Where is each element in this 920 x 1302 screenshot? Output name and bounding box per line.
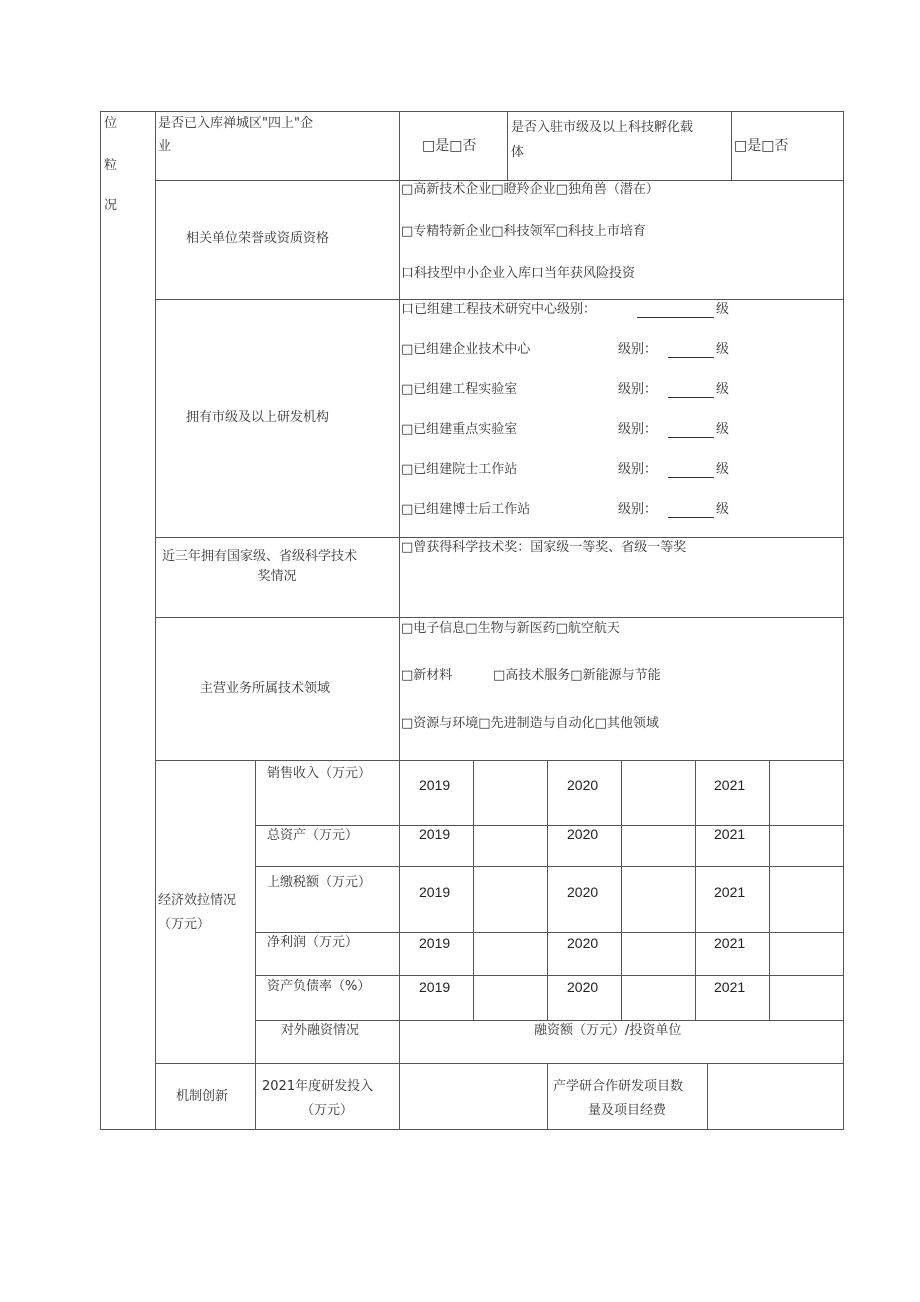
economic-row-label: 资产负债率（%）: [267, 979, 371, 994]
level-suffix: 级: [716, 502, 730, 517]
field-line-3[interactable]: □资源与环境□先进制造与自动化□其他领域: [401, 716, 659, 731]
vline: [100, 111, 101, 1130]
level-blank[interactable]: [668, 437, 714, 438]
hline: [100, 1129, 844, 1130]
year-label: 2021: [714, 826, 746, 842]
vline: [731, 111, 732, 181]
economic-row-label: 净利润（万元）: [267, 935, 359, 950]
level-blank[interactable]: [668, 357, 714, 358]
year-label: 2020: [567, 777, 599, 793]
vline: [695, 760, 696, 1021]
sishang-options[interactable]: □是□否: [422, 138, 477, 154]
year-label: 2019: [419, 884, 451, 900]
honors-line-2[interactable]: □专精特新企业□科技领军□科技上市培育: [401, 224, 646, 239]
year-label: 2019: [419, 979, 451, 995]
hline: [255, 1020, 844, 1021]
awards-label-2: 奖情况: [257, 569, 297, 584]
level-blank[interactable]: [637, 317, 714, 318]
awards-label: 近三年拥有国家级、省级科学技术: [162, 549, 358, 564]
financing-header: 融资额（万元）/投资单位: [534, 1023, 682, 1038]
incubator-options[interactable]: □是□否: [734, 138, 789, 154]
vline: [255, 760, 256, 1130]
rd-item[interactable]: □已组建博士后工作站: [401, 502, 531, 517]
rd-investment-label: 2021年度研发投入: [262, 1079, 374, 1094]
hline: [255, 866, 844, 867]
level-suffix: 级: [716, 382, 730, 397]
left-label-char: 位: [104, 116, 118, 131]
vline: [769, 760, 770, 1021]
vline: [399, 111, 400, 1130]
awards-text[interactable]: □曾获得科学技术奖：国家级一等奖、省级一等奖: [401, 540, 687, 555]
year-label: 2019: [419, 826, 451, 842]
mechanism-label: 机制创新: [176, 1089, 229, 1104]
sishang-label-2: 业: [158, 139, 172, 154]
left-label-char: 况: [104, 198, 118, 213]
year-label: 2021: [714, 777, 746, 793]
cooperation-label-2: 量及项目经费: [587, 1103, 666, 1118]
year-label: 2020: [567, 826, 599, 842]
economic-label-2: （万元）: [158, 917, 211, 932]
year-label: 2020: [567, 935, 599, 951]
level-suffix: 级: [716, 462, 730, 477]
hline: [155, 617, 844, 618]
level-suffix: 级: [716, 422, 730, 437]
economic-label: 经济效拉情况: [158, 893, 237, 908]
vline: [843, 111, 844, 1130]
rd-investment-label-2: （万元）: [300, 1103, 353, 1118]
hline: [155, 1063, 844, 1064]
field-line-1[interactable]: □电子信息□生物与新医药□航空航天: [401, 621, 620, 636]
year-label: 2019: [419, 777, 451, 793]
level-blank[interactable]: [668, 477, 714, 478]
rd-item-level: 级别：: [618, 502, 658, 517]
honors-line-1[interactable]: □高新技术企业□瞪羚企业□独角兽（潜在）: [401, 182, 659, 197]
economic-row-label: 总资产（万元）: [267, 828, 359, 843]
hline: [155, 180, 844, 181]
vline: [547, 760, 548, 1021]
rd-item[interactable]: □已组建企业技术中心: [401, 342, 531, 357]
economic-row-label: 上缴税额（万元）: [267, 875, 372, 890]
year-label: 2019: [419, 935, 451, 951]
financing-label: 对外融资情况: [281, 1023, 360, 1038]
field-line-2b[interactable]: □高技术服务□新能源与节能: [493, 668, 661, 683]
field-line-2a[interactable]: □新材料: [401, 668, 453, 683]
level-suffix: 级: [716, 342, 730, 357]
left-label-char: 粒: [104, 158, 118, 173]
vline: [155, 111, 156, 1130]
rd-item-level: 级别：: [618, 342, 658, 357]
hline: [100, 111, 844, 112]
honors-line-3[interactable]: 口科技型中小企业入库口当年获风险投资: [401, 266, 636, 281]
honors-label: 相关单位荣誉或资质资格: [186, 231, 330, 246]
year-label: 2020: [567, 884, 599, 900]
vline: [473, 760, 474, 1021]
sishang-label: 是否已入库禅城区"四上"企: [158, 116, 313, 131]
rd-item[interactable]: □已组建院士工作站: [401, 462, 518, 477]
cooperation-label: 产学研合作研发项目数: [553, 1079, 684, 1094]
field-label: 主营业务所属技术领域: [200, 681, 331, 696]
year-label: 2020: [567, 979, 599, 995]
level-blank[interactable]: [668, 397, 714, 398]
hline: [255, 825, 844, 826]
incubator-label-2: 体: [511, 145, 525, 160]
rd-item[interactable]: □已组建工程实验室: [401, 382, 518, 397]
hline: [155, 299, 844, 300]
rd-item-level: 级别：: [618, 462, 658, 477]
level-blank[interactable]: [668, 517, 714, 518]
vline: [707, 1063, 708, 1130]
year-label: 2021: [714, 979, 746, 995]
year-label: 2021: [714, 935, 746, 951]
incubator-label: 是否入驻市级及以上科技孵化载: [511, 120, 694, 135]
rd-line-1[interactable]: 口已组建工程技术研究中心级别：: [401, 302, 597, 317]
rd-item-level: 级别：: [618, 422, 658, 437]
rd-item-level: 级别：: [618, 382, 658, 397]
economic-row-label: 销售收入（万元）: [267, 766, 372, 781]
rd-item[interactable]: □已组建重点实验室: [401, 422, 518, 437]
hline: [155, 537, 844, 538]
level-suffix: 级: [716, 302, 730, 317]
hline: [255, 975, 844, 976]
year-label: 2021: [714, 884, 746, 900]
hline: [155, 760, 844, 761]
rd-label: 拥有市级及以上研发机构: [186, 410, 330, 425]
vline: [507, 111, 508, 181]
vline: [621, 760, 622, 1021]
vline: [547, 1063, 548, 1130]
hline: [255, 932, 844, 933]
